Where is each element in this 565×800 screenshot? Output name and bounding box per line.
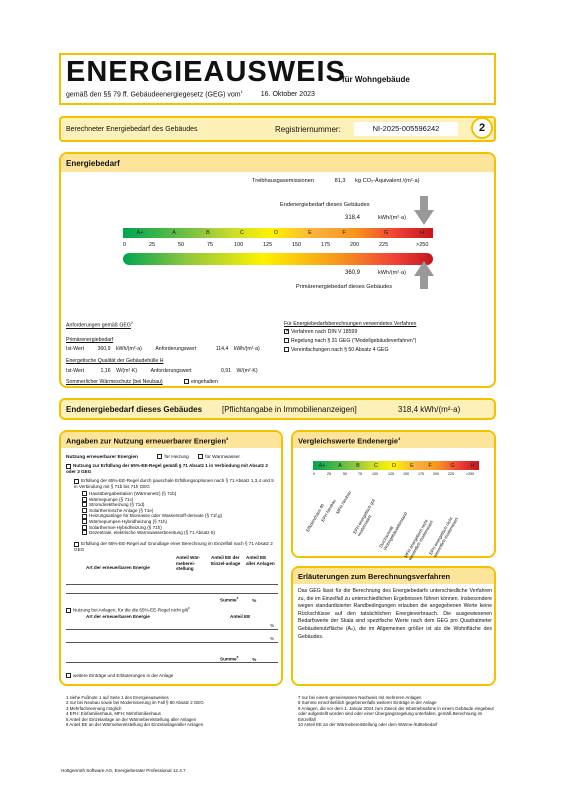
tick-label: 100: [234, 242, 244, 248]
class-label: D: [274, 230, 278, 236]
method-option-3[interactable]: Vereinfachungen nach § 50 Absatz 4 GEG: [284, 347, 388, 353]
compare-class-label: B: [356, 462, 360, 469]
compare-label: Effizienzhaus 40: [305, 502, 326, 533]
subitem[interactable]: Stromdirektheizung (§ 71d): [82, 502, 277, 508]
bar-label: Berechneter Energiebedarf des Gebäudes: [66, 126, 198, 133]
item3-checkbox[interactable]: [66, 673, 71, 678]
tick-label: 50: [178, 242, 185, 248]
footnote: 7 nur bei einem gemeinsamen Nachweis mit mehreren Anlagen: [298, 695, 422, 700]
class-label: H: [420, 230, 424, 236]
compare-label: MFH Neubau: [335, 489, 353, 515]
warmwater-checkbox[interactable]: [198, 454, 203, 459]
footnotes-left: [66, 695, 286, 727]
compare-tick: 100: [372, 472, 378, 476]
primary-energy-bar: [123, 253, 433, 265]
page-number: 2: [478, 122, 486, 134]
percent-mark: %: [270, 623, 275, 628]
renewables-subitems: [82, 491, 277, 536]
compare-tick: 225: [448, 472, 454, 476]
footnote: 5 Anteil der Einzelanlage an der Wärmebereitstellung aller Anlagen: [66, 716, 197, 722]
summary-label: Endenergiebedarf dieses Gebäudes: [66, 405, 203, 414]
col-anteil-ee: Anteil EE der Einzel-anlage: [211, 555, 241, 566]
heating-checkbox[interactable]: [157, 454, 162, 459]
tick-label: 150: [292, 242, 302, 248]
table1-row: [66, 593, 278, 594]
section-header: [61, 154, 494, 172]
compare-tick: 200: [433, 472, 439, 476]
footnote: 1 siehe Fußnote 1 auf Seite 1 des Energieausweises: [66, 695, 169, 700]
table1-summe: Summe$^8$ %: [220, 596, 257, 603]
compare-label: EFH energetisch gut modernisiert: [352, 498, 376, 537]
compare-title: Vergleichswerte Endenergie$^4$: [298, 436, 401, 446]
co2-row: Treibhausgasemissionen 81,3 kg CO₂-Äquivalent /(m²·a): [252, 178, 420, 184]
table2-header: [86, 614, 278, 620]
quality-title: Energetische Qualität der Gebäudehülle H: [66, 358, 164, 364]
class-label: F: [342, 230, 346, 236]
scale-ticks: [123, 242, 443, 250]
compare-class-label: G: [450, 462, 455, 469]
compare-class-label: A: [338, 462, 342, 469]
end-energy-unit: kWh/(m²·a): [378, 215, 406, 221]
summary-note: [Pflichtangabe in Immobilienanzeigen]: [222, 405, 357, 414]
compare-label: EFH energetisch nicht wesentlich modernisiert: [428, 516, 460, 558]
page-subtitle: für Wohngebäude: [342, 75, 410, 84]
tick-label: 0: [123, 242, 127, 248]
compare-class-label: H: [470, 462, 475, 469]
class-label: A: [172, 230, 176, 236]
method-option-1[interactable]: ✕Verfahren nach DIN V 18599: [284, 329, 357, 335]
section-title: Energiebedarf: [66, 159, 120, 168]
software-credit: Hottgenroth Software AG, Energieberater Professional 12.4.7: [61, 768, 186, 773]
table1-header: [66, 555, 278, 577]
law-line: gemäß den §§ 79 ff. Gebäudeenergiegesetz (GEG) vom$^1$ 16. Oktober 2023: [66, 89, 315, 99]
table2-row: [66, 642, 278, 643]
renewables-item-1b: Erfüllung der 65%-EE-Regel auf Grundlage einer Berechnung im Einzelfall nach § 71 Absatz 2 GEG: [74, 541, 273, 552]
item2-checkbox[interactable]: [66, 608, 71, 613]
method-checkbox-1[interactable]: [284, 329, 289, 334]
col-anteil2: Anteil EE: [230, 614, 251, 619]
explain-title: Erläuterungen zum Berechnungsverfahren: [298, 572, 451, 581]
col-anteil-all: Anteil EE aller Anlagen: [246, 555, 275, 566]
tick-label: 175: [321, 242, 331, 248]
class-label: A+: [136, 230, 144, 236]
renewables-item-3: weitere Einträge und Erläuterungen in der Anlage: [66, 673, 173, 679]
compare-label: Durchschnitt Wohngebäudebestand: [378, 511, 409, 551]
reg-value: NI-2025-005596242: [354, 122, 458, 136]
compare-tick: 175: [418, 472, 424, 476]
compare-tick: 0: [313, 472, 315, 476]
table2-row: [66, 629, 278, 630]
renewables-item-2: Nutzung bei Anlagen, für die die 65%-EE-Regel nicht gilt$^9$: [66, 606, 276, 613]
method-checkbox-2[interactable]: [284, 338, 289, 343]
primary-requirements-row: Ist-Wert 360,9 kWh/(m²·a) Anforderungswert 114,4 kWh/(m²·a): [66, 346, 260, 352]
percent-mark: %: [270, 636, 275, 641]
subitem[interactable]: Wärmepumpen-Hybridheizung (§ 71h): [82, 519, 277, 525]
tick-label: 225: [379, 242, 389, 248]
table1-row: [66, 584, 278, 585]
class-label: G: [383, 230, 389, 236]
summer-row: Sommerlicher Wärmeschutz (bei Neubau) eingehalten: [66, 379, 218, 385]
end-energy-value: 318,4: [345, 215, 361, 221]
class-bar: [123, 228, 433, 238]
explain-text: Das GEG lässt für die Berechnung des Energiebedarfs unterschiedliche Verfahren zu, die im Einzelfall zu unterschiedlichen Ergebnissen führen können. Insbesondere wegen standardisierter Randbedingungen erlauben die angegebenen Werte keine Rückschlüsse auf den tatsächlichen Energieverbrauch. Die ausgewiesenen Bedarfswerte der Skala sind spezifische Werte nach dem GEG pro Quadratmeter Gebäudenutzfläche (Aₙ), die im Allgemeinen größer ist als die Wohnfläche des Gebäudes.: [298, 588, 492, 640]
primary-requirements-title: Primärenergiebedarf: [66, 337, 114, 343]
compare-class-label: E: [410, 462, 414, 469]
compare-tick: 150: [403, 472, 409, 476]
reg-label: Registriernummer:: [275, 125, 341, 134]
compare-ticks: [313, 472, 483, 478]
compare-class-label: D: [392, 462, 396, 469]
method-checkbox-3[interactable]: [284, 347, 289, 352]
table2-row: [66, 662, 278, 663]
end-energy-arrow-icon: [413, 196, 435, 226]
quality-row: Ist-Wert 1,16 W/(m²·K) Anforderungswert 0,91 W/(m²·K): [66, 368, 258, 374]
tick-label: >250: [416, 242, 429, 248]
class-label: B: [206, 230, 210, 236]
primary-energy-value: 360,9: [345, 270, 361, 276]
subitem[interactable]: Hausübergabestation (Wärmenetz) (§ 71b): [82, 491, 277, 497]
methods-title: Für Energiebedarfsberechnungen verwendetes Verfahren: [284, 321, 417, 327]
requirements-title: Anforderungen gemäß GEG$^2$: [66, 321, 133, 329]
compare-tick: >250: [466, 472, 475, 476]
subitem[interactable]: Solarthermische Anlage (§ 71e): [82, 508, 277, 514]
compare-tick: 50: [343, 472, 347, 476]
renewables-item-1: Nutzung zur Erfüllung der 65%-EE-Regel gemäß § 71 Absatz 1 in Verbindung mit Absatz 2 oder 3 GEG: [66, 463, 268, 474]
class-label: E: [308, 230, 312, 236]
renewables-needed-row: Nutzung erneuerbarer Energien für Heizung für Warmwasser: [66, 454, 240, 460]
summer-checkbox[interactable]: [184, 379, 189, 384]
tick-label: 200: [350, 242, 360, 248]
table2-summe: Summe$^8$ %: [220, 655, 257, 662]
col-art: Art der erneuerbaren Energie: [86, 565, 150, 570]
subitem[interactable]: Solarthermie-Hybridheizung (§ 71h): [82, 525, 277, 531]
compare-class-label: C: [374, 462, 378, 469]
compare-tick: 75: [358, 472, 362, 476]
renewables-item-1a: Erfüllung der 65%-EE-Regel durch pauschale Erfüllungsoptionen nach § 71 Absatz 1,3,4 und 5 in Verbindung mit § 71b bis 71h GEG: [74, 478, 274, 489]
primary-energy-arrow-icon: [413, 260, 435, 290]
col-art2: Art der erneuerbaren Energie: [86, 614, 150, 619]
subitem[interactable]: Wärmepumpe (§ 71c): [82, 497, 277, 503]
compare-tick: 125: [388, 472, 394, 476]
tick-label: 125: [263, 242, 273, 248]
primary-energy-label: Primärenergiebedarf dieses Gebäudes: [296, 284, 393, 290]
compare-class-label: A+: [318, 462, 326, 469]
footnotes-right: [298, 695, 494, 727]
col-anteil-wm: Anteil Wär-meberei-stellung: [176, 555, 201, 572]
page-title: ENERGIEAUSWEIS: [66, 56, 346, 88]
subitem[interactable]: Dezentrale, elektrische Warmwasserbereitung (§ 71 Absatz 5): [82, 530, 277, 536]
footnote: 9 Anlagen, die vor dem 1. Januar 2024 zum Zweck der Inbetriebnahme in einem Gebäude eingebaut oder aufgestellt worden sind oder einer Übergangsregelung unterfallen, gemäß Berechnung im Einzelfall: [298, 705, 494, 722]
footnote: 8 Summe einschließlich gegebenenfalls weiterer Einträge in der Anlage: [298, 700, 437, 706]
compare-class-label: F: [428, 462, 432, 469]
compare-label: EFH Neubau: [320, 498, 337, 523]
compare-class-bar: [313, 461, 479, 470]
class-label: C: [240, 230, 244, 236]
footnote: 2 nur bei Neubau sowie bei Modernisierung im Fall § 80 Absatz 2 GEG: [66, 700, 204, 706]
subitem[interactable]: Heizungsanlage für Biomasse oder Wasserstoff-derivate (§ 71f,g): [82, 513, 277, 519]
tick-label: 75: [207, 242, 214, 248]
tick-label: 25: [149, 242, 156, 248]
method-option-2[interactable]: Regelung nach § 31 GEG ("Modellgebäudeverfahren"): [284, 338, 416, 344]
footnote: 4 EFH: Einfamilienhaus, MFH: Mehrfamilienhaus: [66, 711, 161, 717]
compare-label: MFH energetisch nicht wesentlich modernisiert: [403, 518, 435, 561]
primary-energy-unit: kWh/(m²·a): [378, 270, 406, 276]
footnote: 10 Anteil EE an der Wärmebereitstellung oder dem Wärme-/Kältebedarf: [298, 722, 438, 728]
summary-value: 318,4 kWh/(m²·a): [398, 405, 461, 414]
footnote: 6 Anteil EE an der Wärmebereitstellung der Einzelanlage/aller Anlagen: [66, 722, 204, 728]
compare-tick: 25: [327, 472, 331, 476]
page-number-badge: [471, 117, 493, 139]
renewables-title: Angaben zur Nutzung erneuerbarer Energien$^3$: [66, 436, 229, 446]
footnote: 3 Mehrfachnennung möglich: [66, 705, 122, 711]
end-energy-label: Endenergiebedarf dieses Gebäudes: [280, 202, 370, 208]
